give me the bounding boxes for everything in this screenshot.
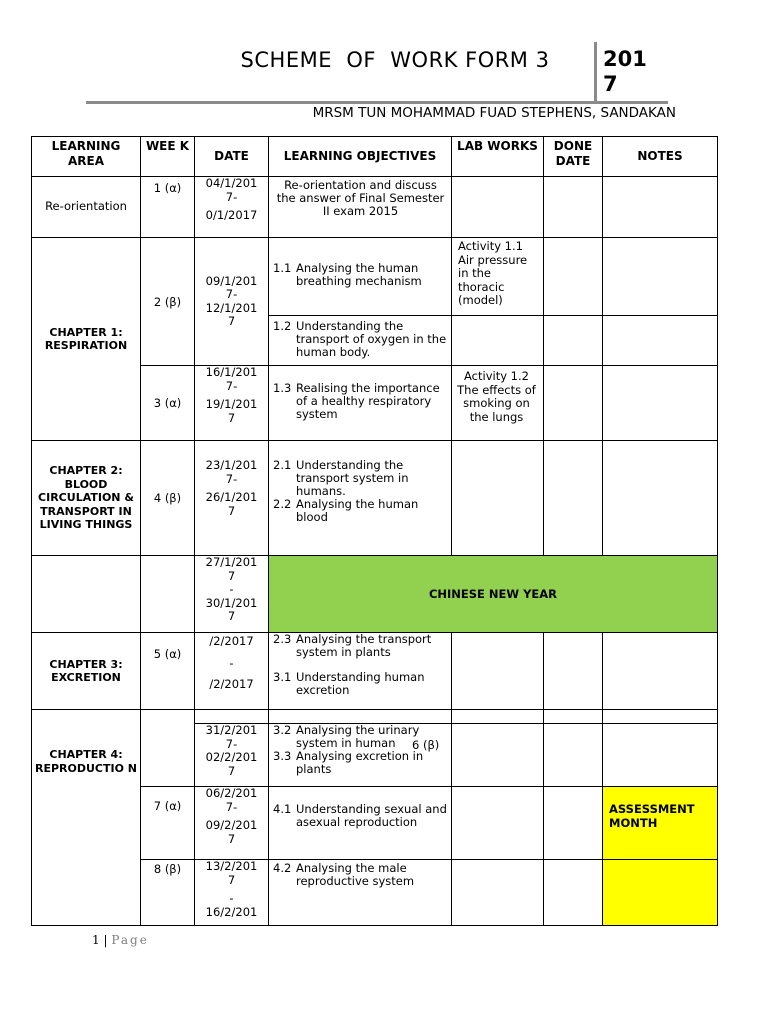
- table-row: [32, 441, 718, 556]
- assessment-note: ASSESSMENT MONTH: [603, 787, 718, 860]
- date-line: 7-: [225, 378, 238, 393]
- objective-number: 1.3: [273, 381, 292, 395]
- objective-item: [273, 803, 448, 829]
- objective-cell: [269, 860, 452, 926]
- date-line: 0/1/2017: [205, 208, 258, 222]
- table-row: [32, 177, 718, 238]
- learning-area-cell: CHAPTER 1: RESPIRATION: [32, 238, 141, 441]
- date-line: 16/2/201: [205, 904, 258, 919]
- date-line: 7: [227, 831, 236, 846]
- objective-number: 3.2: [273, 723, 292, 737]
- notes-cell: [603, 633, 718, 710]
- week-cell: 5 (α): [141, 633, 195, 710]
- learning-area-cell: Re-orientation: [32, 177, 141, 238]
- objective-cell: [269, 724, 452, 787]
- date-line: 7: [227, 503, 236, 518]
- objective-number: 1.1: [273, 261, 292, 275]
- school-name: MRSM TUN MOHAMMAD FUAD STEPHENS, SANDAKAN: [312, 105, 676, 121]
- objective-cell: [269, 366, 452, 441]
- date-line: 7-: [225, 471, 238, 486]
- lab-cell: [452, 177, 544, 238]
- col-header-lab-works: LAB WORKS: [452, 137, 544, 177]
- date-cell: [195, 710, 269, 724]
- learning-area-cell: [32, 556, 141, 633]
- table-row: [32, 633, 718, 710]
- objective-text: Analysing the male reproductive system: [296, 861, 415, 888]
- date-line: 7-: [225, 287, 238, 301]
- done-date-cell: [544, 860, 603, 926]
- lab-cell: [452, 633, 544, 710]
- date-cell: [195, 238, 269, 366]
- col-header-date: DATE: [195, 137, 269, 177]
- objective-text: Understanding the transport of oxygen in the human body.: [296, 319, 447, 359]
- done-date-cell: [544, 724, 603, 787]
- objective-number: 3.3: [273, 749, 292, 763]
- col-header-done-date: DONE DATE: [544, 137, 603, 177]
- lab-cell: [452, 710, 544, 724]
- date-cell: [195, 556, 269, 633]
- col-header-learning-area: LEARNING AREA: [32, 137, 141, 177]
- objective-number: 4.1: [273, 802, 292, 816]
- date-cell: [195, 366, 269, 441]
- table-row: [32, 710, 718, 724]
- date-cell: [195, 860, 269, 926]
- document-title: SCHEME OF WORK FORM 3: [240, 48, 550, 72]
- objective-number: 2.1: [273, 458, 292, 472]
- week-cell: [141, 366, 195, 441]
- week-cell: [141, 441, 195, 556]
- date-line: 30/1/201: [205, 595, 258, 610]
- notes-cell: [603, 177, 718, 238]
- date-line: 13/2/201: [205, 859, 258, 873]
- objective-text: Realising the importance of a healthy respiratory system: [296, 381, 440, 421]
- notes-cell: [603, 366, 718, 441]
- week-label: 3 (α): [153, 396, 182, 410]
- objective-text: Analysing the urinary system in human: [296, 723, 420, 750]
- date-line: 7: [227, 410, 236, 425]
- objective-item: [273, 382, 448, 421]
- objective-text: Analysing the human blood: [296, 497, 419, 524]
- objective-text: Analysing the human breathing mechanism: [296, 261, 422, 288]
- objective-text: Analysing excretion in plants: [296, 749, 424, 776]
- objective-cell: [269, 441, 452, 556]
- date-line: 7-: [225, 189, 238, 204]
- lab-cell: Activity 1.2 The effects of smoking on the lungs: [452, 366, 544, 441]
- page-label: Page: [111, 933, 149, 947]
- learning-area-cell: CHAPTER 3: EXCRETION: [32, 633, 141, 710]
- objective-number: 1.2: [273, 319, 292, 333]
- date-line: 7: [227, 609, 236, 623]
- lab-cell: [452, 860, 544, 926]
- date-line: -: [229, 891, 234, 905]
- done-date-cell: [544, 238, 603, 316]
- table-row: [32, 238, 718, 316]
- date-line: /2/2017: [209, 677, 254, 691]
- lab-cell: [452, 441, 544, 556]
- lab-cell: [452, 787, 544, 860]
- learning-area-cell: CHAPTER 4: REPRODUCTIO N: [32, 710, 141, 926]
- objective-cell: [269, 316, 452, 366]
- objective-text: Re-orientation and discuss the answer of Final Semester II exam 2015: [276, 178, 445, 218]
- week-label: 4 (β): [153, 491, 182, 505]
- date-cell: [195, 441, 269, 556]
- objective-item: [273, 262, 448, 288]
- week-cell: 8 (β): [141, 860, 195, 926]
- page-footer: [92, 933, 149, 947]
- done-date-cell: [544, 710, 603, 724]
- date-cell: [195, 724, 269, 787]
- date-line: /2/2017: [209, 634, 254, 648]
- done-date-cell: [544, 366, 603, 441]
- week-cell: 1 (α): [141, 177, 195, 238]
- date-line: 7: [227, 763, 236, 778]
- objective-item: [273, 320, 448, 359]
- learning-area-cell: CHAPTER 2: BLOOD CIRCULATION & TRANSPORT IN LIVING THINGS: [32, 441, 141, 556]
- objective-number: 2.2: [273, 497, 292, 511]
- date-line: 04/1/201: [205, 176, 258, 190]
- date-line: -: [229, 655, 234, 670]
- date-line: 06/2/201: [205, 786, 258, 800]
- date-line: 09/1/201: [205, 273, 258, 288]
- header-divider-vertical: [594, 42, 597, 104]
- objective-cell: [269, 177, 452, 238]
- scheme-of-work-table: [31, 136, 718, 926]
- document-year: [603, 47, 673, 97]
- date-line: 23/1/201: [205, 458, 258, 472]
- date-line: 7: [227, 872, 236, 887]
- holiday-banner: CHINESE NEW YEAR: [269, 556, 718, 633]
- col-header-notes: NOTES: [603, 137, 718, 177]
- objective-item: [273, 498, 448, 524]
- week-label: 6 (β): [412, 738, 440, 752]
- notes-cell: [603, 441, 718, 556]
- date-line: 02/2/201: [205, 750, 258, 764]
- objective-item: [273, 633, 448, 659]
- notes-cell: [603, 316, 718, 366]
- year-text: 2017: [603, 47, 647, 96]
- table-header-row: [32, 137, 718, 177]
- date-line: 7: [227, 568, 236, 583]
- lab-cell: [452, 316, 544, 366]
- week-cell: 7 (α): [141, 787, 195, 860]
- date-cell: [195, 787, 269, 860]
- objective-number: 3.1: [273, 670, 292, 684]
- notes-cell: [603, 724, 718, 787]
- done-date-cell: [544, 316, 603, 366]
- objective-item: [273, 750, 448, 776]
- col-header-week: WEE K: [141, 137, 195, 177]
- done-date-cell: [544, 787, 603, 860]
- header-divider-horizontal: [86, 101, 668, 104]
- notes-cell: [603, 710, 718, 724]
- objective-cell: [269, 710, 452, 724]
- week-label: 2 (β): [153, 294, 182, 309]
- objective-item: [273, 862, 448, 888]
- date-line: 7: [227, 314, 236, 328]
- objective-cell: [269, 238, 452, 316]
- date-line: 7-: [225, 736, 238, 751]
- objective-text: Understanding sexual and asexual reproduction: [296, 802, 447, 829]
- objective-text: Understanding the transport system in humans.: [296, 458, 409, 498]
- lab-cell: [452, 724, 544, 787]
- week-cell: [141, 556, 195, 633]
- date-line: -: [229, 582, 234, 596]
- table-row: [32, 556, 718, 633]
- objective-cell: [269, 633, 452, 710]
- objective-text: Analysing the transport system in plants: [296, 632, 432, 659]
- page-number: 1: [92, 933, 100, 947]
- date-line: 19/1/201: [205, 397, 258, 411]
- date-line: 27/1/201: [205, 555, 258, 569]
- objective-text: Understanding human excretion: [296, 670, 425, 697]
- date-line: 31/2/201: [205, 723, 258, 737]
- done-date-cell: [544, 177, 603, 238]
- objective-item: [273, 671, 448, 697]
- objective-number: 2.3: [273, 632, 292, 646]
- objective-item: [273, 459, 448, 498]
- date-line: 26/1/201: [205, 490, 258, 504]
- objective-cell: [269, 787, 452, 860]
- date-line: 7-: [225, 799, 238, 814]
- date-line: 12/1/201: [205, 300, 258, 315]
- done-date-cell: [544, 441, 603, 556]
- notes-cell: [603, 860, 718, 926]
- notes-cell: [603, 238, 718, 316]
- date-line: 16/1/201: [205, 365, 258, 379]
- objective-number: 4.2: [273, 861, 292, 875]
- week-cell: [141, 238, 195, 366]
- col-header-learning-objectives: LEARNING OBJECTIVES: [269, 137, 452, 177]
- page-separator: |: [103, 933, 108, 947]
- date-cell: [195, 177, 269, 238]
- lab-cell: Activity 1.1 Air pressure in the thoracic (model): [452, 238, 544, 316]
- date-cell: [195, 633, 269, 710]
- date-line: 09/2/201: [205, 818, 258, 832]
- done-date-cell: [544, 633, 603, 710]
